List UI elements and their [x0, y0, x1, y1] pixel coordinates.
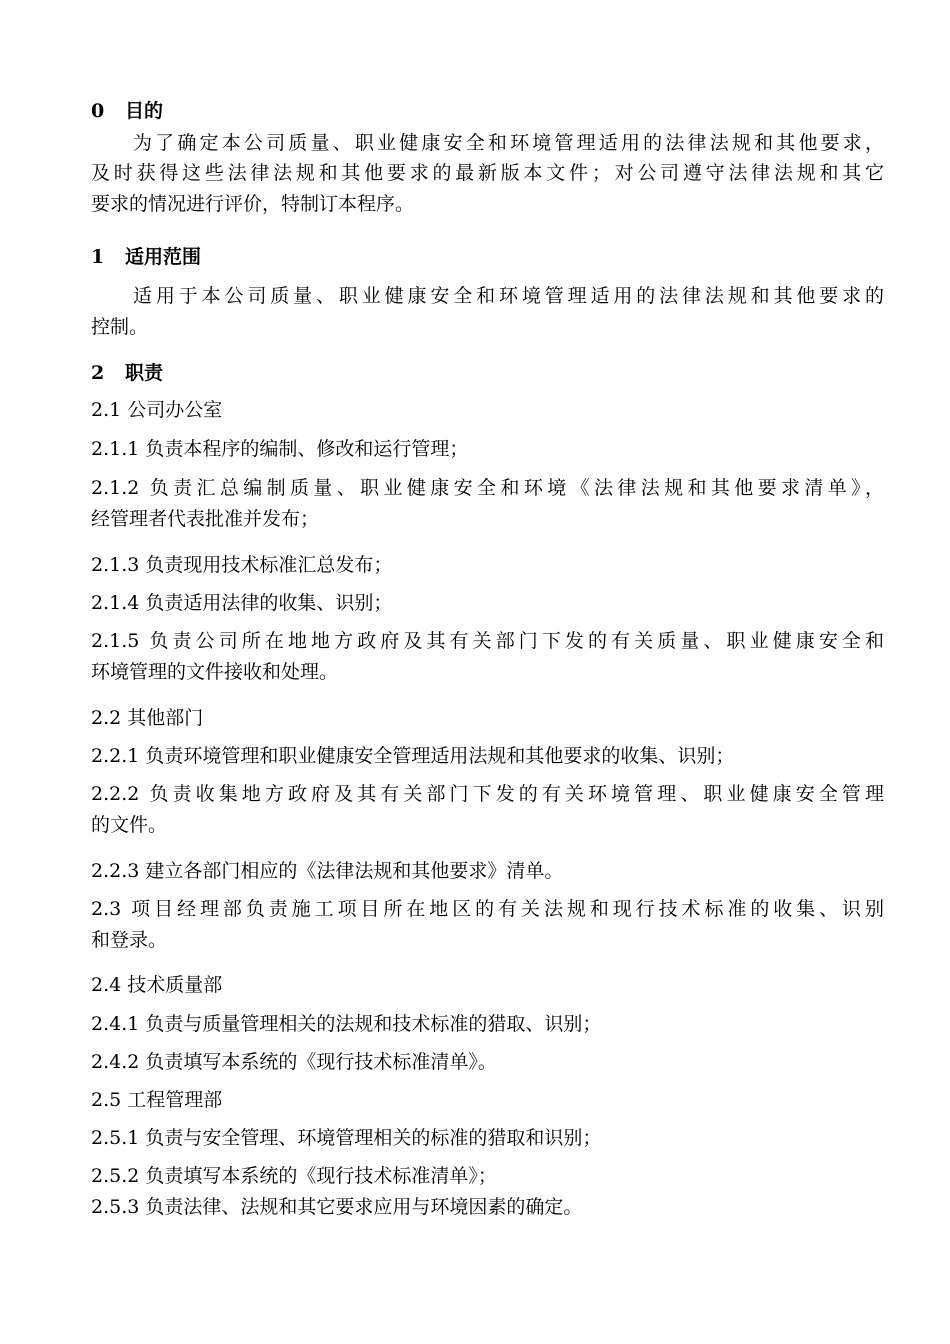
list-item: 2.1.4 负责适用法律的收集、识别； — [91, 592, 393, 614]
section-1-heading — [91, 245, 201, 269]
section-0-heading — [91, 99, 163, 123]
list-item: 2.4.1 负责与质量管理相关的法规和技术标准的猎取、识别； — [91, 1013, 602, 1035]
list-item: 和登录。 — [91, 929, 168, 951]
list-item: 2.2 其他部门 — [91, 707, 204, 729]
section-number: 0 — [91, 100, 105, 122]
list-item: 2.1.2 负责汇总编制质量、职业健康安全和环境《法律法规和其他要求清单》， — [91, 477, 884, 499]
paragraph-line: 及时获得这些法律法规和其他要求的最新版本文件；对公司遵守法律法规和其它 — [91, 162, 884, 184]
section-number: 2 — [91, 362, 105, 384]
list-item: 2.5.3 负责法律、法规和其它要求应用与环境因素的确定。 — [91, 1196, 583, 1218]
list-item: 2.2.1 负责环境管理和职业健康安全管理适用法规和其他要求的收集、识别； — [91, 745, 735, 767]
paragraph-line: 为了确定本公司质量、职业健康安全和环境管理适用的法律法规和其他要求， — [133, 132, 884, 154]
list-item: 2.1 公司办公室 — [91, 399, 223, 421]
list-item: 2.4 技术质量部 — [91, 974, 223, 996]
list-item: 2.1.5 负责公司所在地地方政府及其有关部门下发的有关质量、职业健康安全和 — [91, 630, 884, 652]
section-title: 目的 — [125, 100, 164, 122]
list-item: 经管理者代表批准并发布； — [91, 508, 320, 530]
list-item: 2.1.3 负责现用技术标准汇总发布； — [91, 554, 393, 576]
section-title: 适用范围 — [125, 246, 202, 268]
section-number: 1 — [91, 246, 105, 268]
section-title: 职责 — [125, 362, 164, 384]
paragraph-line: 适用于本公司质量、职业健康安全和环境管理适用的法律法规和其他要求的 — [133, 285, 884, 307]
list-item: 2.1.1 负责本程序的编制、修改和运行管理； — [91, 438, 469, 460]
list-item: 2.5.2 负责填写本系统的《现行技术标准清单》； — [91, 1165, 497, 1187]
list-item: 2.2.3 建立各部门相应的《法律法规和其他要求》清单。 — [91, 860, 564, 882]
list-item: 2.5.1 负责与安全管理、环境管理相关的标准的猎取和识别； — [91, 1127, 602, 1149]
list-item: 2.2.2 负责收集地方政府及其有关部门下发的有关环境管理、职业健康安全管理 — [91, 783, 884, 805]
paragraph-line: 控制。 — [91, 316, 149, 338]
list-item: 2.4.2 负责填写本系统的《现行技术标准清单》。 — [91, 1051, 497, 1073]
paragraph-line: 要求的情况进行评价，特制订本程序。 — [91, 193, 415, 215]
list-item: 环境管理的文件接收和处理。 — [91, 661, 339, 683]
list-item: 2.3 项目经理部负责施工项目所在地区的有关法规和现行技术标准的收集、识别 — [91, 898, 884, 920]
list-item: 2.5 工程管理部 — [91, 1089, 223, 1111]
list-item: 的文件。 — [91, 814, 168, 836]
section-2-heading — [91, 361, 163, 385]
